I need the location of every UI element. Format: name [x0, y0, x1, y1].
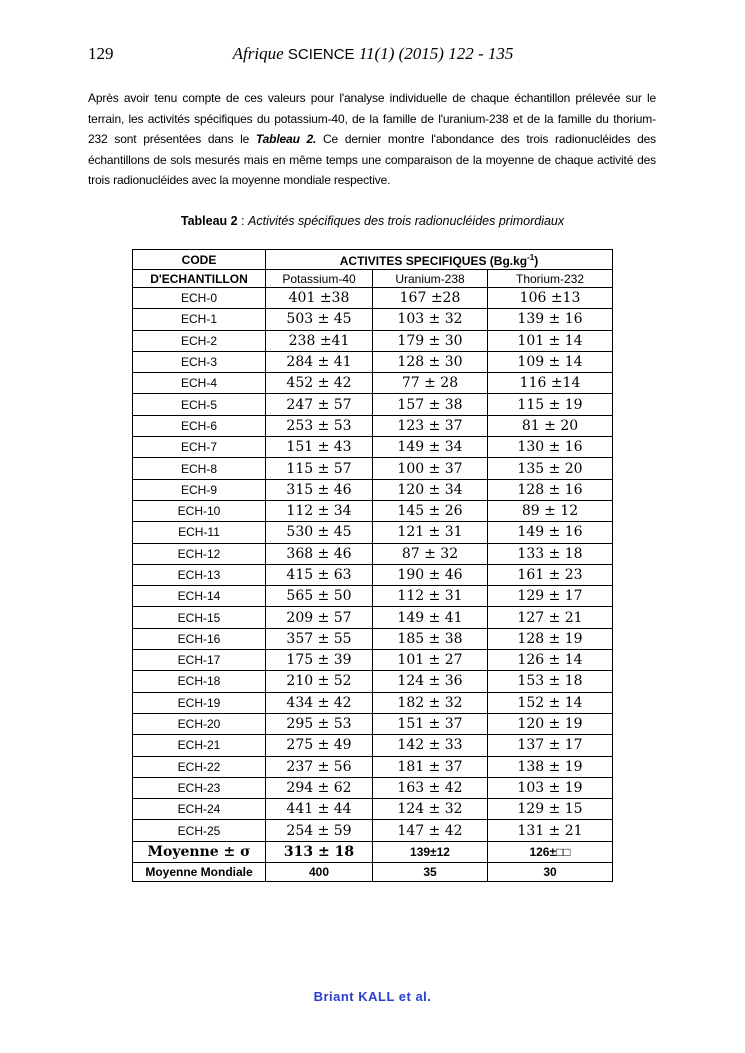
value-k40: 238 ±41	[266, 330, 373, 351]
table-row	[133, 288, 613, 309]
sample-code: ECH-1	[133, 309, 266, 330]
value-u238: 124 ± 32	[373, 799, 488, 820]
table-row	[133, 479, 613, 500]
value-th232: 128 ± 19	[488, 628, 613, 649]
table-row	[133, 650, 613, 671]
value-u238: 103 ± 32	[373, 309, 488, 330]
table-subheader-row	[133, 270, 613, 288]
caption-text: Activités spécifiques des trois radionucléides primordiaux	[248, 214, 565, 228]
sample-code: ECH-6	[133, 415, 266, 436]
value-k40: 294 ± 62	[266, 777, 373, 798]
value-u238: 121 ± 31	[373, 522, 488, 543]
value-th232: 116 ±14	[488, 373, 613, 394]
world-mean-label: Moyenne Mondiale	[133, 863, 266, 882]
value-k40: 237 ± 56	[266, 756, 373, 777]
table-row	[133, 500, 613, 521]
column-header-th232: Thorium-232	[488, 270, 613, 288]
value-th232: 138 ± 19	[488, 756, 613, 777]
value-u238: 157 ± 38	[373, 394, 488, 415]
value-k40: 357 ± 55	[266, 628, 373, 649]
value-k40: 434 ± 42	[266, 692, 373, 713]
value-k40: 209 ± 57	[266, 607, 373, 628]
table-row	[133, 628, 613, 649]
sample-code: ECH-3	[133, 351, 266, 372]
sample-code: ECH-4	[133, 373, 266, 394]
code-header: CODE	[133, 250, 266, 270]
table-row	[133, 735, 613, 756]
value-k40: 503 ± 45	[266, 309, 373, 330]
value-u238: 142 ± 33	[373, 735, 488, 756]
value-th232: 129 ± 17	[488, 586, 613, 607]
activities-header-text: ACTIVITES SPECIFIQUES (Bg.kg	[339, 254, 528, 268]
value-u238: 149 ± 34	[373, 437, 488, 458]
value-u238: 167 ±28	[373, 288, 488, 309]
value-k40: 441 ± 44	[266, 799, 373, 820]
value-th232: 130 ± 16	[488, 437, 613, 458]
table-row	[133, 394, 613, 415]
sample-code: ECH-5	[133, 394, 266, 415]
value-u238: 181 ± 37	[373, 756, 488, 777]
page-header	[88, 44, 658, 66]
value-th232: 133 ± 18	[488, 543, 613, 564]
mean-th232: 126±□□	[488, 841, 613, 862]
sample-code: ECH-14	[133, 586, 266, 607]
table-header-row	[133, 250, 613, 270]
value-u238: 101 ± 27	[373, 650, 488, 671]
table-reference-link[interactable]: Tableau 2.	[255, 132, 317, 146]
sample-code: ECH-24	[133, 799, 266, 820]
table-row	[133, 437, 613, 458]
value-k40: 452 ± 42	[266, 373, 373, 394]
value-th232: 106 ±13	[488, 288, 613, 309]
table-row	[133, 415, 613, 436]
journal-science: SCIENCE	[287, 46, 355, 63]
value-u238: 77 ± 28	[373, 373, 488, 394]
value-u238: 151 ± 37	[373, 713, 488, 734]
value-th232: 129 ± 15	[488, 799, 613, 820]
value-k40: 565 ± 50	[266, 586, 373, 607]
value-k40: 295 ± 53	[266, 713, 373, 734]
value-u238: 124 ± 36	[373, 671, 488, 692]
value-u238: 87 ± 32	[373, 543, 488, 564]
value-u238: 100 ± 37	[373, 458, 488, 479]
sample-code: ECH-18	[133, 671, 266, 692]
value-u238: 185 ± 38	[373, 628, 488, 649]
world-mean-k40: 400	[266, 863, 373, 882]
caption-label: Tableau 2	[180, 214, 238, 228]
value-u238: 120 ± 34	[373, 479, 488, 500]
value-k40: 284 ± 41	[266, 351, 373, 372]
world-mean-th232: 30	[488, 863, 613, 882]
activities-header-end: )	[534, 254, 539, 268]
value-th232: 103 ± 19	[488, 777, 613, 798]
value-u238: 147 ± 42	[373, 820, 488, 841]
sample-code: ECH-19	[133, 692, 266, 713]
value-th232: 131 ± 21	[488, 820, 613, 841]
value-k40: 254 ± 59	[266, 820, 373, 841]
value-u238: 190 ± 46	[373, 564, 488, 585]
sample-code: ECH-11	[133, 522, 266, 543]
value-u238: 149 ± 41	[373, 607, 488, 628]
value-k40: 315 ± 46	[266, 479, 373, 500]
value-th232: 81 ± 20	[488, 415, 613, 436]
table-row	[133, 458, 613, 479]
mean-label: Moyenne ± σ	[133, 841, 266, 862]
value-th232: 120 ± 19	[488, 713, 613, 734]
value-k40: 151 ± 43	[266, 437, 373, 458]
value-k40: 415 ± 63	[266, 564, 373, 585]
value-th232: 115 ± 19	[488, 394, 613, 415]
body-paragraph	[88, 88, 656, 191]
sample-code: ECH-10	[133, 500, 266, 521]
value-k40: 210 ± 52	[266, 671, 373, 692]
table-row	[133, 330, 613, 351]
column-header-k40: Potassium-40	[266, 270, 373, 288]
value-u238: 112 ± 31	[373, 586, 488, 607]
value-th232: 153 ± 18	[488, 671, 613, 692]
table-row	[133, 522, 613, 543]
value-u238: 163 ± 42	[373, 777, 488, 798]
table-row	[133, 586, 613, 607]
mean-u238: 139±12	[373, 841, 488, 862]
value-th232: 127 ± 21	[488, 607, 613, 628]
value-u238: 145 ± 26	[373, 500, 488, 521]
value-th232: 152 ± 14	[488, 692, 613, 713]
value-k40: 253 ± 53	[266, 415, 373, 436]
table-row	[133, 799, 613, 820]
sample-code: ECH-2	[133, 330, 266, 351]
table-row	[133, 777, 613, 798]
caption-separator: :	[237, 214, 249, 228]
value-k40: 175 ± 39	[266, 650, 373, 671]
journal-volume: 11(1) (2015) 122 - 135	[358, 44, 514, 63]
value-u238: 123 ± 37	[373, 415, 488, 436]
value-th232: 126 ± 14	[488, 650, 613, 671]
table-row	[133, 373, 613, 394]
journal-name: Afrique	[232, 44, 284, 63]
value-k40: 112 ± 34	[266, 500, 373, 521]
value-th232: 128 ± 16	[488, 479, 613, 500]
sample-code: ECH-21	[133, 735, 266, 756]
sample-code: ECH-17	[133, 650, 266, 671]
activities-header	[266, 250, 613, 270]
sample-code: ECH-13	[133, 564, 266, 585]
value-th232: 149 ± 16	[488, 522, 613, 543]
sample-code: ECH-9	[133, 479, 266, 500]
sample-code: ECH-0	[133, 288, 266, 309]
table-row	[133, 564, 613, 585]
table-row	[133, 756, 613, 777]
table-row	[133, 543, 613, 564]
page-footer-authors: Briant KALL et al.	[313, 989, 432, 1004]
value-th232: 89 ± 12	[488, 500, 613, 521]
value-k40: 368 ± 46	[266, 543, 373, 564]
sample-code: ECH-23	[133, 777, 266, 798]
value-th232: 161 ± 23	[488, 564, 613, 585]
sample-code: ECH-8	[133, 458, 266, 479]
value-th232: 139 ± 16	[488, 309, 613, 330]
code-header-line2: D'ECHANTILLON	[133, 270, 266, 288]
table-body	[133, 288, 613, 842]
table-row	[133, 671, 613, 692]
activity-table	[132, 249, 613, 882]
value-u238: 182 ± 32	[373, 692, 488, 713]
world-mean-row	[133, 863, 613, 882]
page-number: 129	[88, 44, 114, 63]
value-k40: 530 ± 45	[266, 522, 373, 543]
table-caption	[0, 214, 745, 228]
value-th232: 109 ± 14	[488, 351, 613, 372]
sample-code: ECH-15	[133, 607, 266, 628]
value-k40: 401 ±38	[266, 288, 373, 309]
activities-header-sup: -1	[527, 253, 535, 262]
sample-code: ECH-25	[133, 820, 266, 841]
paragraph-text-before: Après avoir tenu compte de ces valeurs pour l'analyse individuelle de chaque échantillon prélevée sur le terrain, les activités spécifiques du potassium-40, de la famille de l'uranium-238 et de la famille du thorium-232 sont présentées dans le	[88, 91, 656, 146]
value-k40: 115 ± 57	[266, 458, 373, 479]
value-th232: 101 ± 14	[488, 330, 613, 351]
value-th232: 137 ± 17	[488, 735, 613, 756]
sample-code: ECH-12	[133, 543, 266, 564]
value-k40: 275 ± 49	[266, 735, 373, 756]
journal-title	[88, 44, 658, 64]
mean-row	[133, 841, 613, 862]
table-row	[133, 351, 613, 372]
table-row	[133, 820, 613, 841]
paragraph-text-after: Ce dernier montre l'abondance des trois radionucléides des échantillons de sols mesurés mais en même temps une comparaison de la moyenne de chaque activité des trois radionucléides avec la moyenne mondiale respective.	[88, 132, 656, 187]
table-row	[133, 607, 613, 628]
value-u238: 179 ± 30	[373, 330, 488, 351]
sample-code: ECH-22	[133, 756, 266, 777]
column-header-u238: Uranium-238	[373, 270, 488, 288]
world-mean-u238: 35	[373, 863, 488, 882]
value-k40: 247 ± 57	[266, 394, 373, 415]
value-th232: 135 ± 20	[488, 458, 613, 479]
table-row	[133, 309, 613, 330]
mean-k40: 313 ± 18	[266, 841, 373, 862]
table-row	[133, 713, 613, 734]
sample-code: ECH-20	[133, 713, 266, 734]
sample-code: ECH-7	[133, 437, 266, 458]
sample-code: ECH-16	[133, 628, 266, 649]
table-row	[133, 692, 613, 713]
value-u238: 128 ± 30	[373, 351, 488, 372]
